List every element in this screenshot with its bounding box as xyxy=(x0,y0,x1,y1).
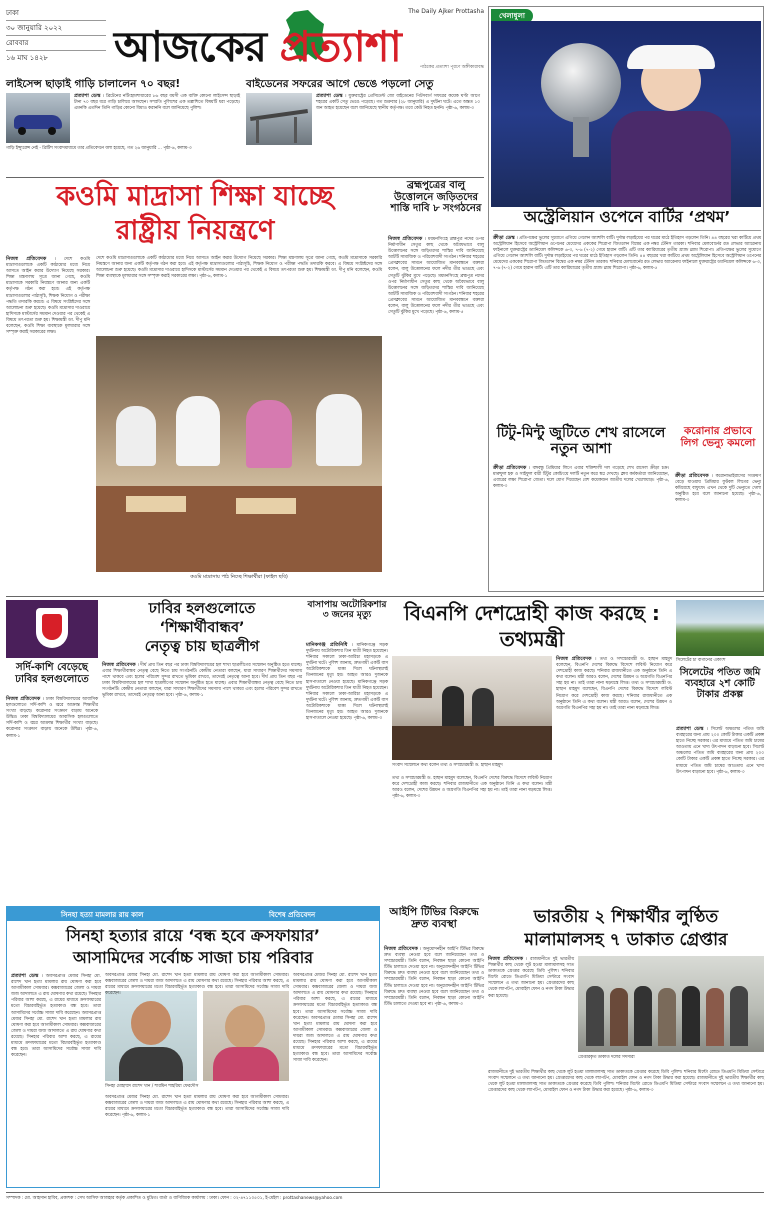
divider xyxy=(6,596,764,597)
sports-tag: খেলাধুলা xyxy=(491,9,533,23)
trophy-icon xyxy=(541,43,621,123)
date-box xyxy=(6,6,106,66)
sardi-story xyxy=(6,600,98,900)
bnp-text: তথ্য ও সম্প্রচারমন্ত্রী ড. হাছান মাহমুদ বলেছেন, বিএনপি দেশের বিরুদ্ধে বিদেশে লবিস্ট নিয়োগ করে দেশদ্রোহী কাজ করছে। শনিবার রাজধানীতে এক অনুষ্ঠানে তিনি এ কথা বলেন। মন্ত্রী আরও বলেন, দেশের উন্নয়ন ও অগ্রগতি বিএনপির সহ্য হয় না। তাই তারা নানা ষড়যন্ত্রে লিপ্ত। xyxy=(556,657,672,687)
iptv-headline: আইপি টিভির বিরুদ্ধে দ্রুত ব্যবস্থা xyxy=(389,906,479,931)
footer-imprint: সম্পাদক : মো. আহসান হাবিব, প্রকাশক : সেখ আসিফ আজহার কর্তৃক প্রকাশিত ও মুদ্রিত। বার্তা ও বাণিজ্যিক কার্যালয় : ঢাকা। ফোন : ০২-৪৭১১০৫০১, ই-মেইল : prottashanews@yahoo.com xyxy=(6,1192,764,1202)
press-conference-photo xyxy=(392,656,552,760)
titu-byline: ক্রীড়া প্রতিবেদক xyxy=(493,465,527,471)
bridge-body: প্রত্যাশা ডেস্ক । যুক্তরাষ্ট্রের প্রেসিডেন্ট জো বাইডেনের পিটসবার্গ সফরের কয়েক ঘণ্টা আগে শহরের একটি সেতু ভেঙে পড়েছে। গত শুক্রবার (২৮ জানুয়ারি) এ দুর্ঘটনা ঘটে। এতে অন্তত ১০ জন আহত হয়েছেন বলে জানিয়েছে স্থানীয় কর্তৃপক্ষ। তবে কেউ নিহত হননি। পৃষ্ঠা-৬, কলাম-৩ xyxy=(316,93,480,112)
titu-cont: পৃষ্ঠা-৬, কলাম-৩ xyxy=(493,478,669,490)
corona-text: করোনাভাইরাসের সংক্রমণ বেড়ে যাওয়ায় প্রিমিয়ার ফুটবল লিগের ভেন্যু কমিয়েছে বাফুফে। এখন থেকে দুটি ভেন্যুতে খেলা অনুষ্ঠিত হবে বলে জানানো হয়েছে। xyxy=(675,474,761,498)
bnp-body-right: নিজস্ব প্রতিবেদক । তথ্য ও সম্প্রচারমন্ত্রী ড. হাছান মাহমুদ বলেছেন, বিএনপি দেশের বিরুদ্ধে বিদেশে লবিস্ট নিয়োগ করে দেশদ্রোহী কাজ করছে। শনিবার রাজধানীতে এক অনুষ্ঠানে তিনি এ কথা বলেন। মন্ত্রী আরও বলেন, দেশের উন্নয়ন ও অগ্রগতি বিএনপির সহ্য হয় না। তাই তারা নানা ষড়যন্ত্রে লিপ্ত। তথ্য ও সম্প্রচারমন্ত্রী ড. হাছান মাহমুদ বলেছেন, বিএনপি দেশের বিরুদ্ধে বিদেশে লবিস্ট নিয়োগ করে দেশদ্রোহী কাজ করছে। শনিবার রাজধানীতে এক অনুষ্ঠানে তিনি এ কথা বলেন। মন্ত্রী আরও বলেন, দেশের উন্নয়ন ও অগ্রগতি বিএনপির সহ্য হয় না। তাই তারা নানা ষড়যন্ত্রে লিপ্ত। xyxy=(556,656,672,711)
english-name: The Daily Ajker Prottasha xyxy=(408,8,484,15)
bridge-text: যুক্তরাষ্ট্রের প্রেসিডেন্ট জো বাইডেনের পিটসবার্গ সফরের কয়েক ঘণ্টা আগে শহরের একটি সেতু ভেঙে পড়েছে। গত শুক্রবার (২৮ জানুয়ারি) এ দুর্ঘটনা ঘটে। এতে অন্তত ১০ জন আহত হয়েছেন বলে জানিয়েছে স্থানীয় কর্তৃপক্ষ। তবে কেউ নিহত হননি। xyxy=(316,94,480,112)
barty-text: প্রতিপক্ষের ভুলের সুযোগে এগিয়ে গেলেন অ্যাশলি বার্টি। দুর্দান্ত লড়াইয়ের পর ঘরের মাঠে ইতিহাস গড়লেন তিনি। ৪৪ বছরের খরা কাটিয়ে প্রথম অস্ট্রেলিয়ান হিসেবে অস্ট্রেলিয়ান ওপেনের মেয়েদের এককের শিরোপা জিতলেন বিশ্বের এক নম্বর টেনিস তারকা। শনিবার মেলবোর্নের রড লেভার অ্যারেনায় ফাইনালে যুক্তরাষ্ট্রের ড্যানিয়েল কলিন্সকে ৬-৩, ৭-৬ (৭-২) গেমে হারান বার্টি। এটি তার ক্যারিয়ারের তৃতীয় গ্র্যান্ড স্ল্যাম শিরোপা। xyxy=(493,236,761,254)
bridge-photo xyxy=(246,93,312,145)
robbers-byline: নিজস্ব প্রতিবেদক xyxy=(488,956,523,962)
sylhet-body: প্রত্যাশা ডেস্ক । সিলেট অঞ্চলের পতিত জমি ব্যবহারের জন্য প্রায় ২০০ কোটি টাকার একটি প্রকল্প হাতে নিচ্ছে সরকার। এর মাধ্যমে পতিত জমি চাষের আওতায় এনে খাদ্য উৎপাদন বাড়ানো হবে। সিলেট অঞ্চলের পতিত জমি ব্যবহারের জন্য প্রায় ২০০ কোটি টাকার একটি প্রকল্প হাতে নিচ্ছে সরকার। এর মাধ্যমে পতিত জমি চাষের আওতায় এনে খাদ্য উৎপাদন বাড়ানো হবে। পৃষ্ঠা-৬, কলাম-৩ xyxy=(676,726,764,775)
bnp-body-left: তথ্য ও সম্প্রচারমন্ত্রী ড. হাছান মাহমুদ বলেছেন, বিএনপি দেশের বিরুদ্ধে বিদেশে লবিস্ট নিয়োগ করে দেশদ্রোহী কাজ করছে। শনিবার রাজধানীতে এক অনুষ্ঠানে তিনি এ কথা বলেন। মন্ত্রী আরও বলেন, দেশের উন্নয়ন ও অগ্রগতি বিএনপির সহ্য হয় না। তাই তারা নানা ষড়যন্ত্রে লিপ্ত। পৃষ্ঠা-৬, কলাম-৩ xyxy=(392,776,552,800)
sinha-headline: সিনহা হত্যার রায়ে ‘বন্ধ হবে ক্রসফায়ার’ আসামিদের সর্বোচ্চ সাজা চায় পরিবার xyxy=(65,926,320,967)
accident-text: মানিকগঞ্জে সড়ক দুর্ঘটনায় অটোরিকশার তিন যাত্রী নিহত হয়েছেন। শনিবার সকালে ঢাকা-আরিচা মহাসড়কে এ দুর্ঘটনা ঘটে। পুলিশ জানায়, দ্রুতগামী একটি বাস অটোরিকশাকে ধাক্কা দিলে ঘটনাস্থলেই তিনজনের মৃত্যু হয়। আহত আরও দুজনকে হাসপাতালে নেওয়া হয়েছে। xyxy=(306,643,388,685)
robbers-body-bottom: রাজধানীতে দুই ভারতীয় শিক্ষার্থীর কাছ থেকে লুট হওয়া মালামালসহ সাত ডাকাতকে গ্রেপ্তার করেছে ডিবি পুলিশ। শনিবার মিন্টো রোডে ডিএমপি মিডিয়া সেন্টারে সংবাদ সম্মেলনে এ তথ্য জানানো হয়। গ্রেপ্তারদের কাছ থেকে ল্যাপটপ, মোবাইল ফোন ও নগদ টাকা উদ্ধার করা হয়েছে। রাজধানীতে দুই ভারতীয় শিক্ষার্থীর কাছ থেকে লুট হওয়া মালামালসহ সাত ডাকাতকে গ্রেপ্তার করেছে ডিবি পুলিশ। শনিবার মিন্টো রোডে ডিএমপি মিডিয়া সেন্টারে সংবাদ সম্মেলনে এ তথ্য জানানো হয়। গ্রেপ্তারদের কাছ থেকে ল্যাপটপ, মোবাইল ফোন ও নগদ টাকা উদ্ধার করা হয়েছে। পৃষ্ঠা-৬, কলাম-৩ xyxy=(488,1070,764,1094)
bridge-headline: বাইডেনের সফরের আগে ভেঙে পড়লো সেতু xyxy=(246,78,434,90)
qawmi-caption: কওমি মাদ্রাসায় পাঠ নিচ্ছে শিক্ষার্থীরা (ফাইল ছবি) xyxy=(190,574,288,580)
qawmi-headline xyxy=(6,180,384,248)
accident-byline: মানিকগঞ্জ প্রতিনিধি xyxy=(306,642,348,648)
halls-text: দীর্ঘ প্রায় তিন বছর পর ঢাকা বিশ্ববিদ্যালয়ের হল শাখা ছাত্রলীগের সম্মেলন অনুষ্ঠিত হতে যাচ্ছে। এবার শিক্ষার্থীবান্ধব নেতৃত্ব বেছে নিতে চায় সংগঠনটি। কেন্দ্রীয় নেতারা বলছেন, যারা সাধারণ শিক্ষার্থীদের সমস্যায় পাশে থাকবে এবং হলের পরিবেশ সুন্দর রাখতে ভূমিকা রাখবে, তাদেরই নেতৃত্বে আনা হবে। xyxy=(102,663,302,681)
bnp-cont: পৃষ্ঠা-৬, কলাম-৩ xyxy=(392,794,421,800)
sinha-kicker-right: বিশেষ প্রতিবেদন xyxy=(269,911,316,919)
du-logo xyxy=(6,600,98,658)
iptv-byline: নিজস্ব প্রতিবেদক xyxy=(384,946,418,952)
tea-garden-photo xyxy=(676,600,764,656)
halls-headline: ঢাবির হলগুলোতে ‘শিক্ষার্থীবান্ধব’ নেতৃত্ব চায় ছাত্রলীগ xyxy=(144,601,260,655)
robbers-caption: গ্রেপ্তারকৃত ডাকাত দলের সদস্যরা xyxy=(578,1055,635,1060)
brahmaputra-story xyxy=(388,180,484,592)
robbers-story xyxy=(488,906,764,1188)
titu-headline: টিটু-মিন্টু জুটিতে শেখ রাসেলে নতুন আশা xyxy=(496,425,666,458)
paper-name-black: আজকের xyxy=(114,22,280,71)
brahmaputra-cont: পৃষ্ঠা-৬, কলাম-৫ xyxy=(435,310,464,316)
halls-story xyxy=(102,600,302,900)
accident-headline: বাসাপায় অটোরিকশার ৩ জনের মৃত্যু xyxy=(307,600,387,621)
tagline: পাঠকের প্রত্যাশা পূরণে অঙ্গীকারাবদ্ধ xyxy=(419,65,484,70)
sinha-body-right: অবসরপ্রাপ্ত মেজর সিনহা মো. রাশেদ খান হত্যা মামলার রায় ঘোষণা করা হবে আগামীকাল সোমবার। কক্সবাজারের জেলা ও দায়রা জজ আদালতে এ রায় ঘোষণার কথা রয়েছে। সিনহার পরিবার আশা করছে, এ রায়ের মাধ্যমে ক্রসফায়ারের মতো বিচারবহির্ভূত হত্যাকাণ্ড বন্ধ হবে। তারা আসামিদের সর্বোচ্চ সাজা দাবি করেছেন। অবসরপ্রাপ্ত মেজর সিনহা মো. রাশেদ খান হত্যা মামলার রায় ঘোষণা করা হবে আগামীকাল সোমবার। কক্সবাজারের জেলা ও দায়রা জজ আদালতে এ রায় ঘোষণার কথা রয়েছে। সিনহার পরিবার আশা করছে, এ রায়ের মাধ্যমে ক্রসফায়ারের মতো বিচারবহির্ভূত হত্যাকাণ্ড বন্ধ হবে। তারা আসামিদের সর্বোচ্চ সাজা দাবি করেছেন। xyxy=(293,973,377,1064)
accident-body: মানিকগঞ্জ প্রতিনিধি । মানিকগঞ্জে সড়ক দুর্ঘটনায় অটোরিকশার তিন যাত্রী নিহত হয়েছেন। শনিবার সকালে ঢাকা-আরিচা মহাসড়কে এ দুর্ঘটনা ঘটে। পুলিশ জানায়, দ্রুতগামী একটি বাস অটোরিকশাকে ধাক্কা দিলে ঘটনাস্থলেই তিনজনের মৃত্যু হয়। আহত আরও দুজনকে হাসপাতালে নেওয়া হয়েছে। মানিকগঞ্জে সড়ক দুর্ঘটনায় অটোরিকশার তিন যাত্রী নিহত হয়েছেন। শনিবার সকালে ঢাকা-আরিচা মহাসড়কে এ দুর্ঘটনা ঘটে। পুলিশ জানায়, দ্রুতগামী একটি বাস অটোরিকশাকে ধাক্কা দিলে ঘটনাস্থলেই তিনজনের মৃত্যু হয়। আহত আরও দুজনকে হাসপাতালে নেওয়া হয়েছে। পৃষ্ঠা-৬, কলাম-৩ xyxy=(306,642,388,722)
robbers-photo xyxy=(578,956,764,1052)
robbers-headline: ভারতীয় ২ শিক্ষার্থীর লুণ্ঠিত মালামালসহ ৭ ডাকাত গ্রেপ্তার xyxy=(524,907,728,950)
sylhet-cont: পৃষ্ঠা-৬, কলাম-৩ xyxy=(716,769,745,775)
iptv-body: নিজস্ব প্রতিবেদক । অনুমোদনহীন আইপি টিভির বিরুদ্ধে দ্রুত ব্যবস্থা নেওয়া হবে বলে জানিয়েছেন তথ্য ও সম্প্রচারমন্ত্রী। তিনি বলেন, নিবন্ধন ছাড়া কোনো আইপি টিভি চালাতে দেওয়া হবে না। অনুমোদনহীন আইপি টিভির বিরুদ্ধে দ্রুত ব্যবস্থা নেওয়া হবে বলে জানিয়েছেন তথ্য ও সম্প্রচারমন্ত্রী। তিনি বলেন, নিবন্ধন ছাড়া কোনো আইপি টিভি চালাতে দেওয়া হবে না। অনুমোদনহীন আইপি টিভির বিরুদ্ধে দ্রুত ব্যবস্থা নেওয়া হবে বলে জানিয়েছেন তথ্য ও সম্প্রচারমন্ত্রী। তিনি বলেন, নিবন্ধন ছাড়া কোনো আইপি টিভি চালাতে দেওয়া হবে না। পৃষ্ঠা-৬, কলাম-৩ xyxy=(384,946,484,1007)
sylhet-story xyxy=(676,600,764,900)
barty-headline: অস্ট্রেলিয়ান ওপেনে বার্টির ‘প্রথম’ xyxy=(493,209,761,231)
paper-name-red: প্রত্যাশা xyxy=(279,22,401,71)
sharmin-photo xyxy=(203,991,289,1081)
qawmi-headline-line2: রাষ্ট্রীয় নিয়ন্ত্রণে xyxy=(115,215,275,246)
sports-section xyxy=(488,6,764,592)
titu-text: বঙ্গবন্ধু প্রিমিয়ার লিগে এবার শক্তিশালী দল গড়েছে শেখ রাসেল ক্রীড়া চক্র। মারুফুল হক ও সাইফুল বারী টিটুর কোচিংয়ে দলটি নতুন করে স্বপ্ন দেখছে। ক্লাব কর্মকর্তারা জানিয়েছেন, এবারের লক্ষ্য শিরোপা জেতা। দলে যোগ দিয়েছেন বেশ কয়েকজন জাতীয় দলের খেলোয়াড়। xyxy=(493,466,669,484)
weekday: রোববার xyxy=(6,36,106,51)
qawmi-byline: নিজস্ব প্রতিবেদক xyxy=(6,256,47,262)
iptv-story xyxy=(384,906,484,1188)
sinha-photo-caption: সিনহা মোহাম্মদ রাশেদ খান / শারমিন শাহরিয়া ফেরদৌস xyxy=(105,1084,199,1089)
sinha-byline: প্রত্যাশা ডেস্ক xyxy=(11,973,39,979)
paper-logo xyxy=(114,8,484,72)
brahmaputra-byline: নিজস্ব প্রতিবেদক xyxy=(388,236,423,242)
qawmi-cont: পৃষ্ঠা-৬, কলাম-১ xyxy=(199,274,228,280)
sardi-headline: সর্দি-কাশি বেড়েছে ঢাবির হলগুলোতে xyxy=(15,662,89,685)
madrasa-photo xyxy=(96,336,382,572)
brahmaputra-text: ময়মনসিংহে ব্রহ্মপুত্র নদের ওপর নির্মাণাধীন সেতুর কাছ থেকে অবৈধভাবে বালু উত্তোলনের সঙ্গে জড়িতদের শাস্তির দাবি জানিয়েছে আটটি সামাজিক ও পরিবেশবাদী সংগঠন। শনিবার শহরের প্রেসক্লাবের সামনে আয়োজিত মানববন্ধনে বক্তারা বলেন, বালু উত্তোলনের ফলে নদীর তীর ভাঙছে এবং সেতুটি ঝুঁকির মুখে পড়েছে। xyxy=(388,237,484,279)
qawmi-text-2: দেশে কওমি মাদ্রাসাগুলোকে একটি কাঠামোর মধ্যে নিয়ে আসতে আইন করার উদ্যোগ নিয়েছে সরকার। শিক্ষা মন্ত্রণালয় সূত্রে জানা গেছে, কওমি মাদ্রাসাকে সরকারি নিয়ন্ত্রণে আনার জন্য একটি কর্তৃপক্ষ গঠন করা হবে। এই কর্তৃপক্ষ মাদ্রাসাগুলোর পাঠ্যসূচি, শিক্ষক নিয়োগ ও পরীক্ষা পদ্ধতি তদারকি করবে। এ বিষয়ে সংশ্লিষ্টদের সঙ্গে আলোচনা শুরু হয়েছে। কওমি মাদ্রাসার দাওরায়ে হাদিসকে মাস্টার্সের সমমান দেওয়ার পর থেকেই এ বিষয়ে তৎপরতা শুরু হয়। শিক্ষামন্ত্রী ডা. দীপু মনি বলেছেন, কওমি শিক্ষা ব্যবস্থাকে মূলধারার সঙ্গে সম্পৃক্ত করাই সরকারের লক্ষ্য। xyxy=(96,256,382,280)
sinha-photo xyxy=(105,991,197,1081)
sinha-cont: পৃষ্ঠা-৬, কলাম-১ xyxy=(121,1113,151,1119)
bnp-byline: নিজস্ব প্রতিবেদক xyxy=(556,656,592,662)
sinha-body-bottom: অবসরপ্রাপ্ত মেজর সিনহা মো. রাশেদ খান হত্যা মামলার রায় ঘোষণা করা হবে আগামীকাল সোমবার। কক্সবাজারের জেলা ও দায়রা জজ আদালতে এ রায় ঘোষণার কথা রয়েছে। সিনহার পরিবার আশা করছে, এ রায়ের মাধ্যমে ক্রসফায়ারের মতো বিচারবহির্ভূত হত্যাকাণ্ড বন্ধ হবে। তারা আসামিদের সর্বোচ্চ সাজা দাবি করেছেন। পৃষ্ঠা-৬, কলাম-১ xyxy=(105,1095,289,1119)
corona-body: ক্রীড়া প্রতিবেদক । করোনাভাইরাসের সংক্রমণ বেড়ে যাওয়ায় প্রিমিয়ার ফুটবল লিগের ভেন্যু কমিয়েছে বাফুফে। এখন থেকে দুটি ভেন্যুতে খেলা অনুষ্ঠিত হবে বলে জানানো হয়েছে। পৃষ্ঠা-৬, কলাম-৩ xyxy=(675,473,761,504)
corona-byline: ক্রীড়া প্রতিবেদক xyxy=(675,473,709,479)
license-cont: পৃষ্ঠা-৬, কলাম-৩ xyxy=(163,146,192,151)
sardi-byline: নিজস্ব প্রতিবেদক xyxy=(6,696,41,702)
license-byline: প্রত্যাশা ডেস্ক xyxy=(74,93,101,99)
bnp-story xyxy=(392,600,672,900)
corona-cont: পৃষ্ঠা-৬, কলাম-৩ xyxy=(675,492,761,504)
car-photo xyxy=(6,93,70,143)
barty-cont: পৃষ্ঠা-৬, কলাম-৫ xyxy=(629,266,658,272)
sinha-body-left: প্রত্যাশা ডেস্ক । অবসরপ্রাপ্ত মেজর সিনহা মো. রাশেদ খান হত্যা মামলার রায় ঘোষণা করা হবে আগামীকাল সোমবার। কক্সবাজারের জেলা ও দায়রা জজ আদালতে এ রায় ঘোষণার কথা রয়েছে। সিনহার পরিবার আশা করছে, এ রায়ের মাধ্যমে ক্রসফায়ারের মতো বিচারবহির্ভূত হত্যাকাণ্ড বন্ধ হবে। তারা আসামিদের সর্বোচ্চ সাজা দাবি করেছেন। অবসরপ্রাপ্ত মেজর সিনহা মো. রাশেদ খান হত্যা মামলার রায় ঘোষণা করা হবে আগামীকাল সোমবার। কক্সবাজারের জেলা ও দায়রা জজ আদালতে এ রায় ঘোষণার কথা রয়েছে। সিনহার পরিবার আশা করছে, এ রায়ের মাধ্যমে ক্রসফায়ারের মতো বিচারবহির্ভূত হত্যাকাণ্ড বন্ধ হবে। তারা আসামিদের সর্বোচ্চ সাজা দাবি করেছেন। xyxy=(11,973,102,1059)
masthead xyxy=(6,6,484,82)
sardi-cont: পৃষ্ঠা-৬, কলাম-১ xyxy=(6,727,98,739)
qawmi-headline-line1: কওমি মাদ্রাসা শিক্ষা যাচ্ছে xyxy=(56,181,334,212)
accident-cont: পৃষ্ঠা-৬, কলাম-৩ xyxy=(353,716,382,722)
sinha-kicker-left: সিনহা হত্যা মামলার রায় কাল xyxy=(61,911,144,919)
accident-story xyxy=(306,600,388,900)
brahmaputra-body: নিজস্ব প্রতিবেদক । ময়মনসিংহে ব্রহ্মপুত্র নদের ওপর নির্মাণাধীন সেতুর কাছ থেকে অবৈধভাবে বালু উত্তোলনের সঙ্গে জড়িতদের শাস্তির দাবি জানিয়েছে আটটি সামাজিক ও পরিবেশবাদী সংগঠন। শনিবার শহরের প্রেসক্লাবের সামনে আয়োজিত মানববন্ধনে বক্তারা বলেন, বালু উত্তোলনের ফলে নদীর তীর ভাঙছে এবং সেতুটি ঝুঁকির মুখে পড়েছে। ময়মনসিংহে ব্রহ্মপুত্র নদের ওপর নির্মাণাধীন সেতুর কাছ থেকে অবৈধভাবে বালু উত্তোলনের সঙ্গে জড়িতদের শাস্তির দাবি জানিয়েছে আটটি সামাজিক ও পরিবেশবাদী সংগঠন। শনিবার শহরের প্রেসক্লাবের সামনে আয়োজিত মানববন্ধনে বক্তারা বলেন, বালু উত্তোলনের ফলে নদীর তীর ভাঙছে এবং সেতুটি ঝুঁকির মুখে পড়েছে। পৃষ্ঠা-৬, কলাম-৫ xyxy=(388,236,484,316)
barty-photo xyxy=(491,21,761,207)
license-text: ব্রিটেনের নটিংহামশায়ারের ৮৬ বছর বয়সী এক ব্যক্তি কোনো লাইসেন্স ছাড়াই টানা ৭০ বছর ধরে গাড়ি চালিয়ে আসছেন। সম্প্রতি পুলিশের এক তল্লাশিতে বিষয়টি ধরা পড়েছে। এমনকি এতদিন তিনি গাড়ির কোনো বিমাও করাননি বলে জানিয়েছে পুলিশ। xyxy=(74,94,240,112)
sinha-kicker-bar xyxy=(7,907,379,921)
license-body: প্রত্যাশা ডেস্ক । ব্রিটেনের নটিংহামশায়ারের ৮৬ বছর বয়সী এক ব্যক্তি কোনো লাইসেন্স ছাড়াই টানা ৭০ বছর ধরে গাড়ি চালিয়ে আসছেন। সম্প্রতি পুলিশের এক তল্লাশিতে বিষয়টি ধরা পড়েছে। এমনকি এতদিন তিনি গাড়ির কোনো বিমাও করাননি বলে জানিয়েছে পুলিশ। xyxy=(74,93,240,112)
robbers-text: রাজধানীতে দুই ভারতীয় শিক্ষার্থীর কাছ থেকে লুট হওয়া মালামালসহ সাত ডাকাতকে গ্রেপ্তার করেছে ডিবি পুলিশ। শনিবার মিন্টো রোডে ডিএমপি মিডিয়া সেন্টারে সংবাদ সম্মেলনে এ তথ্য জানানো হয়। গ্রেপ্তারদের কাছ থেকে ল্যাপটপ, মোবাইল ফোন ও নগদ টাকা উদ্ধার করা হয়েছে। xyxy=(488,957,574,999)
qawmi-body-col2 xyxy=(96,256,382,332)
date: ৩০ জানুয়ারি ২০২২ xyxy=(6,21,106,36)
corona-headline: করোনার প্রভাবে লিগ ভেন্যু কমলো xyxy=(680,425,756,450)
bnp-caption: সংবাদ সম্মেলনে কথা বলেন তথ্য ও সম্প্রচারমন্ত্রী ড. হাছান মাহমুদ xyxy=(392,763,503,768)
sylhet-byline: প্রত্যাশা ডেস্ক xyxy=(676,726,704,732)
halls-body: নিজস্ব প্রতিবেদক । দীর্ঘ প্রায় তিন বছর পর ঢাকা বিশ্ববিদ্যালয়ের হল শাখা ছাত্রলীগের সম্মেলন অনুষ্ঠিত হতে যাচ্ছে। এবার শিক্ষার্থীবান্ধব নেতৃত্ব বেছে নিতে চায় সংগঠনটি। কেন্দ্রীয় নেতারা বলছেন, যারা সাধারণ শিক্ষার্থীদের সমস্যায় পাশে থাকবে এবং হলের পরিবেশ সুন্দর রাখতে ভূমিকা রাখবে, তাদেরই নেতৃত্বে আনা হবে। দীর্ঘ প্রায় তিন বছর পর ঢাকা বিশ্ববিদ্যালয়ের হল শাখা ছাত্রলীগের সম্মেলন অনুষ্ঠিত হতে যাচ্ছে। এবার শিক্ষার্থীবান্ধব নেতৃত্ব বেছে নিতে চায় সংগঠনটি। কেন্দ্রীয় নেতারা বলছেন, যারা সাধারণ শিক্ষার্থীদের সমস্যায় পাশে থাকবে এবং হলের পরিবেশ সুন্দর রাখতে ভূমিকা রাখবে, তাদেরই নেতৃত্বে আনা হবে। পৃষ্ঠা-৬, কলাম-১ xyxy=(102,662,302,699)
sinha-story xyxy=(6,906,380,1188)
halls-byline: নিজস্ব প্রতিবেদক xyxy=(102,662,136,668)
sylhet-headline: সিলেটের পতিত জমি ব্যবহারে ২শ কোটি টাকার প্রকল্প xyxy=(679,667,761,700)
bnp-headline: বিএনপি দেশদ্রোহী কাজ করছে : তথ্যমন্ত্রী xyxy=(404,601,660,651)
qawmi-story xyxy=(6,180,384,592)
sardi-text: ঢাকা বিশ্ববিদ্যালয়ের আবাসিক হলগুলোতে সর্দি-কাশি ও জ্বরে আক্রান্ত শিক্ষার্থীর সংখ্যা বাড়ছে। করোনার সংক্রমণ বাড়ায় অনেকে উদ্বিগ্ন। xyxy=(6,697,98,721)
license-caption: গাড়ি ইন্স্যুরেন্স নেই - ব্রিটিশ সংবাদমাধ্যমে তার প্রতিবেদনে বলা হয়েছে, গত ২৬ জানুয়ারি ... পৃষ্ঠা-৬, কলাম-৩ xyxy=(6,146,192,151)
bridge-cont: পৃষ্ঠা-৬, কলাম-৩ xyxy=(445,106,474,112)
barty-body: ক্রীড়া ডেস্ক । প্রতিপক্ষের ভুলের সুযোগে এগিয়ে গেলেন অ্যাশলি বার্টি। দুর্দান্ত লড়াইয়ের পর ঘরের মাঠে ইতিহাস গড়লেন তিনি। ৪৪ বছরের খরা কাটিয়ে প্রথম অস্ট্রেলিয়ান হিসেবে অস্ট্রেলিয়ান ওপেনের মেয়েদের এককের শিরোপা জিতলেন বিশ্বের এক নম্বর টেনিস তারকা। শনিবার মেলবোর্নের রড লেভার অ্যারেনায় ফাইনালে যুক্তরাষ্ট্রের ড্যানিয়েল কলিন্সকে ৬-৩, ৭-৬ (৭-২) গেমে হারান বার্টি। এটি তার ক্যারিয়ারের তৃতীয় গ্র্যান্ড স্ল্যাম শিরোপা। প্রতিপক্ষের ভুলের সুযোগে এগিয়ে গেলেন অ্যাশলি বার্টি। দুর্দান্ত লড়াইয়ের পর ঘরের মাঠে ইতিহাস গড়লেন তিনি। ৪৪ বছরের খরা কাটিয়ে প্রথম অস্ট্রেলিয়ান হিসেবে অস্ট্রেলিয়ান ওপেনের মেয়েদের এককের শিরোপা জিতলেন বিশ্বের এক নম্বর টেনিস তারকা। শনিবার মেলবোর্নের রড লেভার অ্যারেনায় ফাইনালে যুক্তরাষ্ট্রের ড্যানিয়েল কলিন্সকে ৬-৩, ৭-৬ (৭-২) গেমে হারান বার্টি। এটি তার ক্যারিয়ারের তৃতীয় গ্র্যান্ড স্ল্যাম শিরোপা। পৃষ্ঠা-৬, কলাম-৫ xyxy=(493,235,762,272)
barty-byline: ক্রীড়া ডেস্ক xyxy=(493,235,515,241)
license-headline: লাইসেন্স ছাড়াই গাড়ি চালালেন ৭০ বছর! xyxy=(6,78,181,90)
city: ঢাকা xyxy=(6,6,106,21)
qawmi-body-col1: নিজস্ব প্রতিবেদক । দেশে কওমি মাদ্রাসাগুলোকে একটি কাঠামোর মধ্যে নিয়ে আসতে আইন করার উদ্যোগ নিয়েছে সরকার। শিক্ষা মন্ত্রণালয় সূত্রে জানা গেছে, কওমি মাদ্রাসাকে সরকারি নিয়ন্ত্রণে আনার জন্য একটি কর্তৃপক্ষ গঠন করা হবে। এই কর্তৃপক্ষ মাদ্রাসাগুলোর পাঠ্যসূচি, শিক্ষক নিয়োগ ও পরীক্ষা পদ্ধতি তদারকি করবে। এ বিষয়ে সংশ্লিষ্টদের সঙ্গে আলোচনা শুরু হয়েছে। কওমি মাদ্রাসার দাওরায়ে হাদিসকে মাস্টার্সের সমমান দেওয়ার পর থেকেই এ বিষয়ে তৎপরতা শুরু হয়। শিক্ষামন্ত্রী ডা. দীপু মনি বলেছেন, কওমি শিক্ষা ব্যবস্থাকে মূলধারার সঙ্গে সম্পৃক্ত করাই সরকারের লক্ষ্য। xyxy=(6,256,90,336)
sinha-body-mid: অবসরপ্রাপ্ত মেজর সিনহা মো. রাশেদ খান হত্যা মামলার রায় ঘোষণা করা হবে আগামীকাল সোমবার। কক্সবাজারের জেলা ও দায়রা জজ আদালতে এ রায় ঘোষণার কথা রয়েছে। সিনহার পরিবার আশা করছে, এ রায়ের মাধ্যমে ক্রসফায়ারের মতো বিচারবহির্ভূত হত্যাকাণ্ড বন্ধ হবে। তারা আসামিদের সর্বোচ্চ সাজা দাবি করেছেন। xyxy=(105,973,289,997)
qawmi-text: দেশে কওমি মাদ্রাসাগুলোকে একটি কাঠামোর মধ্যে নিয়ে আসতে আইন করার উদ্যোগ নিয়েছে সরকার। শিক্ষা মন্ত্রণালয় সূত্রে জানা গেছে, কওমি মাদ্রাসাকে সরকারি নিয়ন্ত্রণে আনার জন্য একটি কর্তৃপক্ষ গঠন করা হবে। এই কর্তৃপক্ষ মাদ্রাসাগুলোর পাঠ্যসূচি, শিক্ষক নিয়োগ ও পরীক্ষা পদ্ধতি তদারকি করবে। এ বিষয়ে সংশ্লিষ্টদের সঙ্গে আলোচনা শুরু হয়েছে। কওমি মাদ্রাসার দাওরায়ে হাদিসকে মাস্টার্সের সমমান দেওয়ার পর থেকেই এ বিষয়ে তৎপরতা শুরু হয়। শিক্ষামন্ত্রী ডা. দীপু মনি বলেছেন, কওমি শিক্ষা ব্যবস্থাকে মূলধারার সঙ্গে সম্পৃক্ত করাই সরকারের লক্ষ্য। xyxy=(6,257,90,336)
halls-cont: পৃষ্ঠা-৬, কলাম-১ xyxy=(175,693,204,699)
license-story xyxy=(6,78,242,176)
iptv-text: অনুমোদনহীন আইপি টিভির বিরুদ্ধে দ্রুত ব্যবস্থা নেওয়া হবে বলে জানিয়েছেন তথ্য ও সম্প্রচারমন্ত্রী। তিনি বলেন, নিবন্ধন ছাড়া কোনো আইপি টিভি চালাতে দেওয়া হবে না। xyxy=(384,947,484,971)
sinha-text: অবসরপ্রাপ্ত মেজর সিনহা মো. রাশেদ খান হত্যা মামলার রায় ঘোষণা করা হবে আগামীকাল সোমবার। কক্সবাজারের জেলা ও দায়রা জজ আদালতে এ রায় ঘোষণার কথা রয়েছে। সিনহার পরিবার আশা করছে, এ রায়ের মাধ্যমে ক্রসফায়ারের মতো বিচারবহির্ভূত হত্যাকাণ্ড বন্ধ হবে। তারা আসামিদের সর্বোচ্চ সাজা দাবি করেছেন। xyxy=(11,974,101,1016)
robbers-cont: পৃষ্ঠা-৬, কলাম-৩ xyxy=(625,1088,654,1094)
divider xyxy=(6,177,484,178)
titu-body: ক্রীড়া প্রতিবেদক । বঙ্গবন্ধু প্রিমিয়ার লিগে এবার শক্তিশালী দল গড়েছে শেখ রাসেল ক্রীড়া চক্র। মারুফুল হক ও সাইফুল বারী টিটুর কোচিংয়ে দলটি নতুন করে স্বপ্ন দেখছে। ক্লাব কর্মকর্তারা জানিয়েছেন, এবারের লক্ষ্য শিরোপা জেতা। দলে যোগ দিয়েছেন বেশ কয়েকজন জাতীয় দলের খেলোয়াড়। পৃষ্ঠা-৬, কলাম-৩ xyxy=(493,465,669,490)
sardi-body: নিজস্ব প্রতিবেদক । ঢাকা বিশ্ববিদ্যালয়ের আবাসিক হলগুলোতে সর্দি-কাশি ও জ্বরে আক্রান্ত শিক্ষার্থীর সংখ্যা বাড়ছে। করোনার সংক্রমণ বাড়ায় অনেকে উদ্বিগ্ন। ঢাকা বিশ্ববিদ্যালয়ের আবাসিক হলগুলোতে সর্দি-কাশি ও জ্বরে আক্রান্ত শিক্ষার্থীর সংখ্যা বাড়ছে। করোনার সংক্রমণ বাড়ায় অনেকে উদ্বিগ্ন। পৃষ্ঠা-৬, কলাম-১ xyxy=(6,696,98,739)
bridge-byline: প্রত্যাশা ডেস্ক xyxy=(316,93,343,99)
bridge-story xyxy=(246,78,482,176)
bn-date: ১৬ মাঘ ১৪২৮ xyxy=(6,54,48,62)
sylhet-caption: সিলেটের চা বাগানের একাংশ xyxy=(676,658,726,663)
iptv-cont: পৃষ্ঠা-৬, কলাম-৩ xyxy=(434,1001,463,1007)
robbers-body-left: নিজস্ব প্রতিবেদক । রাজধানীতে দুই ভারতীয় শিক্ষার্থীর কাছ থেকে লুট হওয়া মালামালসহ সাত ডাকাতকে গ্রেপ্তার করেছে ডিবি পুলিশ। শনিবার মিন্টো রোডে ডিএমপি মিডিয়া সেন্টারে সংবাদ সম্মেলনে এ তথ্য জানানো হয়। গ্রেপ্তারদের কাছ থেকে ল্যাপটপ, মোবাইল ফোন ও নগদ টাকা উদ্ধার করা হয়েছে। xyxy=(488,956,574,999)
brahmaputra-headline: ব্রহ্মপুত্রের বালু উত্তোলনে জড়িতদের শাস্তি দাবি ৮ সংগঠনের xyxy=(390,180,482,214)
sylhet-text: সিলেট অঞ্চলের পতিত জমি ব্যবহারের জন্য প্রায় ২০০ কোটি টাকার একটি প্রকল্প হাতে নিচ্ছে সরকার। এর মাধ্যমে পতিত জমি চাষের আওতায় এনে খাদ্য উৎপাদন বাড়ানো হবে। xyxy=(676,727,764,751)
